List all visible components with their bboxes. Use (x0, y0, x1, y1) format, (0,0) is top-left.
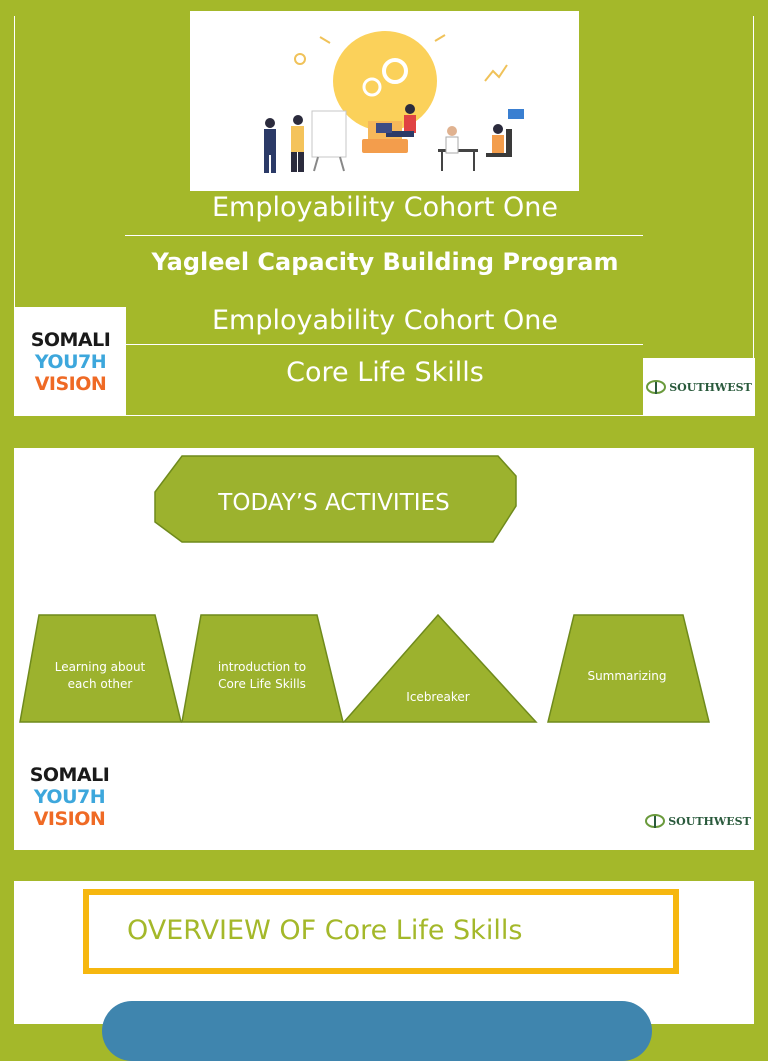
idea-team-illustration (190, 11, 579, 191)
program-title: Yagleel Capacity Building Program (151, 248, 619, 276)
southwest-logo: SOUTHWEST (643, 358, 755, 416)
activity-label-4: Summarizing (587, 669, 667, 683)
cohort-title: Employability Cohort One (211, 192, 559, 223)
southwest-emblem-icon (646, 377, 666, 397)
hero-illustration (190, 11, 579, 191)
activity-label-1: Learning about each other (54, 660, 146, 691)
activities-slide (14, 448, 754, 850)
overview-slide (14, 881, 754, 1024)
overview-title-box (83, 889, 679, 974)
topic-title: Core Life Skills (286, 357, 484, 388)
title-divider (125, 235, 643, 236)
activity-label-2: introduction to Core Life Skills (217, 660, 307, 691)
cohort-subtitle: Employability Cohort One (211, 305, 559, 336)
activity-shape-3 (344, 615, 536, 722)
overview-title: OVERVIEW OF Core Life Skills (127, 915, 523, 946)
somali-youth-vision-logo: SOMALI YOU7H VISION (15, 307, 126, 416)
activity-label-3: Icebreaker (406, 690, 470, 704)
southwest-logo-2: SOUTHWEST (642, 796, 754, 846)
subtitle-divider (125, 344, 643, 345)
activities-heading: TODAY’S ACTIVITIES (218, 490, 450, 516)
title-slide (14, 16, 754, 416)
activities-diagram (14, 448, 754, 850)
somali-youth-vision-logo-2: SOMALI YOU7H VISION (14, 744, 125, 850)
overview-content-pill (102, 1001, 652, 1061)
southwest-emblem-icon (645, 811, 665, 831)
